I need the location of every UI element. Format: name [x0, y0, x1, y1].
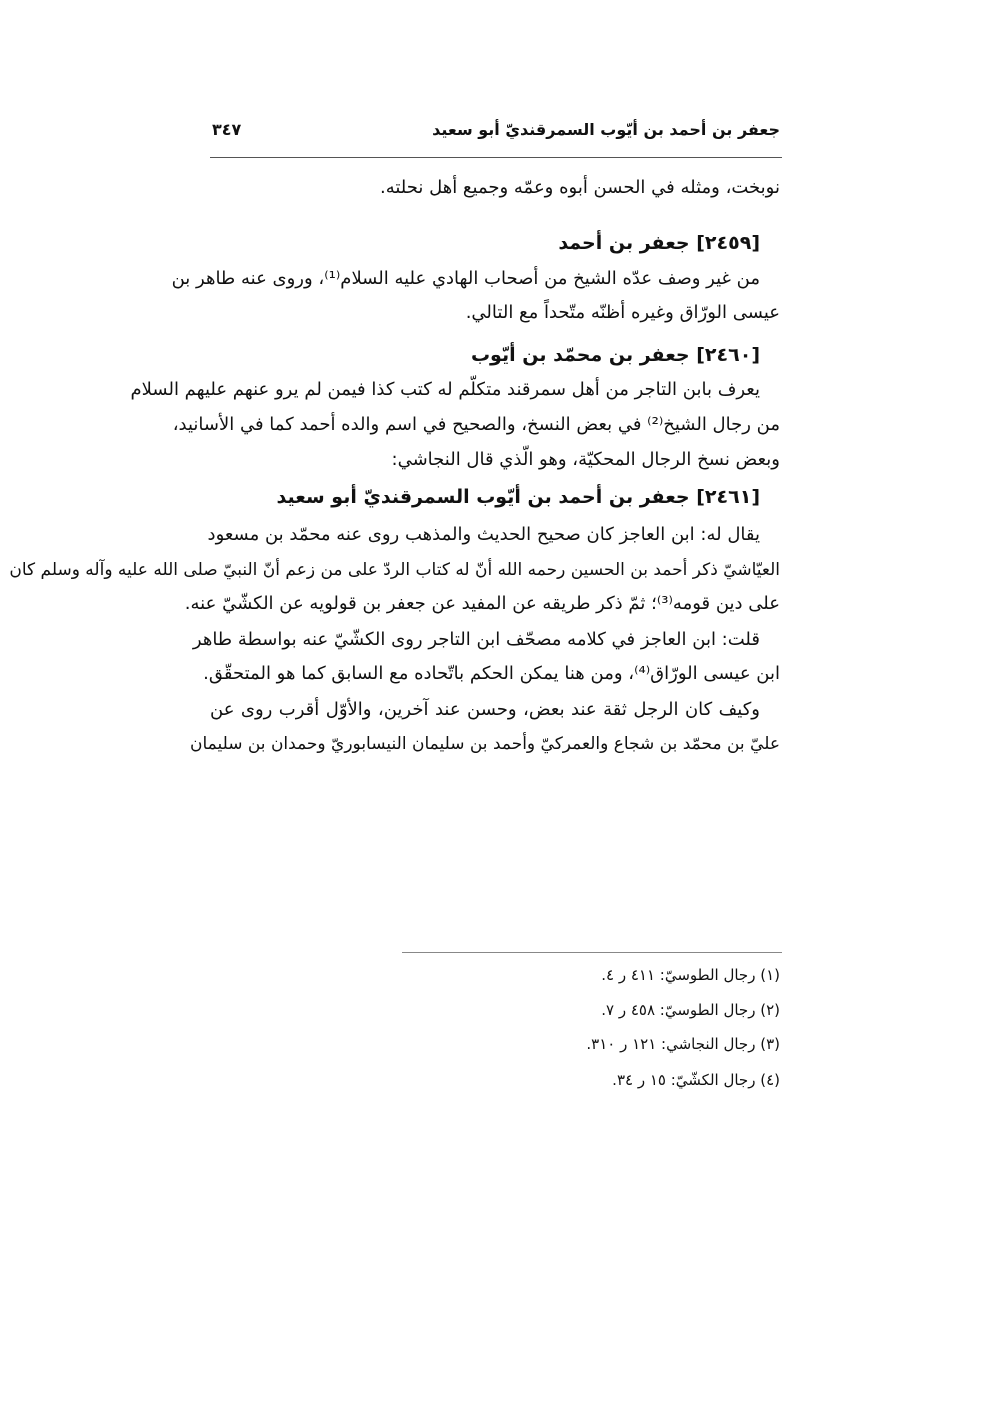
- entry-heading-2460: [٢٤٦٠] جعفر بن محمّد بن أيّوب: [470, 344, 760, 366]
- paragraph-line: نوبخت، ومثله في الحسن أبوه وعمّه وجميع أهل نحلته.: [379, 177, 780, 198]
- entry-heading-2459: [٢٤٥٩] جعفر بن أحمد: [558, 232, 760, 254]
- footnote-rule: [402, 952, 782, 953]
- paragraph-line: عليّ بن محمّد بن شجاع والعمركيّ وأحمد بن سليمان النيسابوريّ وحمدان بن سليمان: [189, 734, 780, 754]
- paragraph-line: العيّاشيّ ذكر أحمد بن الحسين رحمه الله أنّ له كتاب الردّ على من زعم أنّ النبيّ صلى الله عليه وآله وسلم كان: [9, 560, 780, 580]
- footnote-3: (٣) رجال النجاشي: ١٢١ ر ٣١٠.: [586, 1035, 780, 1053]
- paragraph-line: من غير وصف عدّه الشيخ من أصحاب الهادي عليه السلام⁽¹⁾، وروى عنه طاهر بن: [171, 268, 760, 289]
- paragraph-line: على دين قومه⁽³⁾؛ ثمّ ذكر طريقه عن المفيد عن جعفر بن قولويه عن الكشّيّ عنه.: [184, 593, 780, 614]
- paragraph-line: عيسى الورّاق وغيره أظنّه متّحداً مع التالي.: [465, 302, 780, 323]
- running-title: جعفر بن أحمد بن أيّوب السمرقنديّ أبو سعيد: [432, 120, 780, 139]
- paragraph-line: من رجال الشيخ⁽²⁾ في بعض النسخ، والصحيح في اسم والده أحمد كما في الأسانيد،: [172, 414, 780, 435]
- paragraph-line: وبعض نسخ الرجال المحكيّة، وهو الّذي قال النجاشي:: [391, 449, 780, 470]
- header-rule: [210, 157, 782, 158]
- paragraph-line: قلت: ابن العاجز في كلامه مصحّف ابن التاجر روى الكشّيّ عنه بواسطة طاهر: [192, 629, 760, 650]
- footnote-2: (٢) رجال الطوسيّ: ٤٥٨ ر ٧.: [601, 1001, 780, 1019]
- entry-heading-2461: [٢٤٦١] جعفر بن أحمد بن أيّوب السمرقنديّ أبو سعيد: [276, 486, 760, 508]
- page-number: ٣٤٧: [212, 120, 242, 139]
- paragraph-line: يقال له: ابن العاجز كان صحيح الحديث والمذهب روى عنه محمّد بن مسعود: [207, 524, 760, 545]
- paragraph-line: ابن عيسى الورّاق⁽⁴⁾، ومن هنا يمكن الحكم باتّحاده مع السابق كما هو المتحقّق.: [203, 663, 780, 684]
- paragraph-line: يعرف بابن التاجر من أهل سمرقند متكلّم له كتب كذا فيمن لم يرو عنهم عليهم السلام: [130, 379, 760, 400]
- paragraph-line: وكيف كان الرجل ثقة عند بعض، وحسن عند آخرين، والأوّل أقرب روى عن: [210, 699, 760, 720]
- footnote-1: (١) رجال الطوسيّ: ٤١١ ر ٤.: [601, 966, 780, 984]
- footnote-4: (٤) رجال الكشّيّ: ١٥ ر ٣٤.: [612, 1071, 780, 1089]
